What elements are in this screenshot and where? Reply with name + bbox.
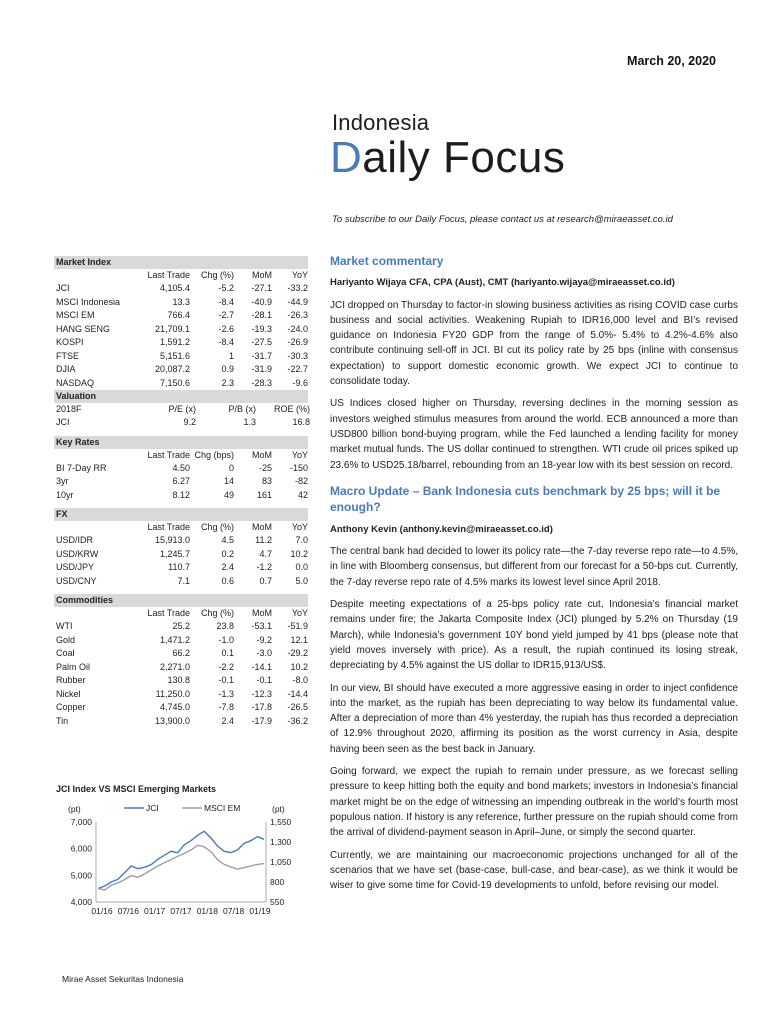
column-header: MoM: [252, 270, 272, 280]
x-tick-label: 07/17: [170, 906, 192, 916]
table-row: [54, 647, 308, 661]
cell-value: -27.1: [251, 283, 272, 293]
column-header: Last Trade: [147, 449, 190, 460]
cell-value: 4.5: [221, 535, 234, 545]
cell-value: -17.9: [251, 715, 272, 726]
table-row: [54, 674, 308, 688]
cell-value: 7.1: [177, 575, 190, 586]
table-row: [54, 548, 308, 562]
cell-value: 161: [256, 489, 272, 500]
column-header: Chg (%): [200, 270, 234, 280]
cell-value: -29.2: [287, 648, 308, 658]
macro-paragraph: The central bank had decided to lower its policy rate—the 7-day reverse repo rate—to 4.5%, in line with Bloomberg consensus, but different from our forecast for a 50-bps cut. Currently, the 7-day reverse repo rate of 4.5% marks its lowest level since April 2018.: [330, 546, 738, 588]
column-header: P/B (x): [228, 404, 256, 414]
cell-value: 14: [223, 476, 234, 486]
table-header-row: [54, 607, 308, 620]
row-label: Copper: [56, 702, 86, 712]
cell-value: -2.7: [218, 310, 234, 320]
legend-label: MSCI EM: [204, 803, 241, 813]
cell-value: -28.3: [251, 377, 272, 388]
row-label: 3yr: [56, 476, 69, 486]
column-header: Chg (bps): [194, 449, 234, 460]
cell-value: -2.6: [218, 323, 234, 334]
column-header: YoY: [291, 270, 308, 280]
fx-heading: FX: [54, 508, 308, 521]
cell-value: 8.12: [172, 489, 190, 500]
commentary-column: [330, 254, 738, 900]
cell-value: 66.2: [172, 648, 190, 658]
cell-value: 0.9: [221, 364, 234, 374]
cell-value: -31.7: [251, 350, 272, 361]
row-label: Rubber: [56, 675, 86, 685]
cell-value: -8.4: [218, 337, 234, 347]
cell-value: 0.1: [221, 648, 234, 658]
column-header: MoM: [252, 522, 272, 532]
table-row: [54, 296, 308, 310]
table-row: [54, 350, 308, 364]
row-label: 10yr: [56, 489, 74, 500]
table-header-row: [54, 521, 308, 534]
cell-value: -22.7: [287, 364, 308, 374]
commentary-paragraph: US Indices closed higher on Thursday, reversing declines in the morning session as investors weighed stimulus measures from around the world. ECB announced a more than USD800 billion bond-buying program, while the Fed launched a lending facility for money market mutual funds. The US dollar continued to strengthen. WTI crude oil prices spiked up 23.6% to USD25.18/barrel, rebounding from an 18-year low with its best session on record.: [330, 398, 738, 471]
cell-value: 2.3: [221, 377, 234, 388]
column-header: Last Trade: [147, 270, 190, 280]
row-label: Nickel: [56, 688, 81, 699]
jci-vs-msci-chart: [54, 796, 308, 926]
cell-value: -40.9: [251, 296, 272, 307]
brand-title-rest: aily Focus: [362, 133, 566, 182]
row-label: WTI: [56, 621, 73, 631]
cell-value: 42: [297, 489, 308, 500]
x-tick-label: 07/18: [223, 906, 245, 916]
market-data-tables: [54, 256, 308, 728]
cell-value: 5.0: [295, 575, 308, 586]
table-header-row: [54, 269, 308, 282]
cell-value: 4,745.0: [159, 702, 190, 712]
footer-company: Mirae Asset Sekuritas Indonesia: [62, 974, 184, 984]
cell-value: -14.1: [251, 661, 272, 672]
table-row: [54, 323, 308, 337]
macro-paragraph: Despite meeting expectations of a 25-bps policy rate cut, Indonesia’s financial market remains under fire; the Jakarta Composite Index (JCI) plunged by 5.2% on Thursday (19 March), while Indonesia’s government 10Y bond yield jumped by 41 bps (please note that yield moves inversely with price). As a result, the rupiah continued its losing streak, depreciating by 4.5% against the US dollar to IDR15,913/US$.: [330, 599, 738, 672]
row-label: DJIA: [56, 364, 76, 374]
column-header: MoM: [252, 449, 272, 460]
cell-value: -25: [258, 462, 272, 473]
cell-value: -9.6: [292, 377, 308, 388]
column-header: Chg (%): [200, 522, 234, 532]
fx-table: [54, 508, 308, 588]
cell-value: -2.2: [218, 661, 234, 672]
column-header: YoY: [291, 522, 308, 532]
cell-value: -3.0: [256, 648, 272, 658]
left-axis-unit: (pt): [68, 804, 81, 814]
table-row: [54, 462, 308, 476]
cell-value: -14.4: [287, 688, 308, 699]
table-row: [54, 715, 308, 729]
market-index-table: [54, 256, 308, 390]
cell-value: -9.2: [256, 634, 272, 645]
cell-value: 13,900.0: [154, 715, 190, 726]
cell-value: 0.0: [295, 562, 308, 572]
cell-value: 0.6: [221, 575, 234, 586]
valuation-table: [54, 390, 308, 430]
cell-value: 1,471.2: [159, 634, 190, 645]
cell-value: 21,709.1: [154, 323, 190, 334]
market-index-heading: Market Index: [54, 256, 308, 269]
table-row: [54, 282, 308, 296]
subscribe-note: To subscribe to our Daily Focus, please contact us at research@miraeasset.co.id: [332, 214, 673, 225]
x-tick-label: 01/18: [196, 906, 218, 916]
cell-value: -19.3: [251, 323, 272, 334]
cell-value: 7.0: [295, 535, 308, 545]
cell-value: 11.2: [255, 535, 272, 545]
cell-value: 4.7: [259, 548, 272, 559]
valuation-heading: Valuation: [54, 390, 308, 403]
cell-value: -27.5: [251, 337, 272, 347]
cell-value: 1,245.7: [159, 548, 190, 559]
row-label: JCI: [56, 283, 70, 293]
table-row: [54, 489, 308, 503]
cell-value: 10.2: [290, 661, 308, 672]
table-row: [54, 534, 308, 548]
column-header: YoY: [291, 449, 308, 460]
macro-paragraph: Going forward, we expect the rupiah to remain under pressure, as we forecast selling pressure to keep hitting both the equity and bond markets; investors in Indonesia’s financial market might be on the edge of witnessing an impending outbreak in the world’s fourth most populous nation. If history is any reference, further pressure on the rupiah should come from the arrival of dividend-payment season in April–June, or simply the second quarter.: [330, 766, 738, 839]
left-tick-label: 5,000: [70, 870, 92, 881]
cell-value: 25.2: [172, 621, 190, 631]
cell-value: 130.8: [167, 675, 190, 685]
row-label: Coal: [56, 648, 75, 658]
cell-value: 20,087.2: [154, 364, 190, 374]
right-tick-label: 1,550: [270, 817, 292, 827]
brand-country: Indonesia: [332, 110, 430, 135]
table-row: [54, 620, 308, 634]
macro-update-heading: Macro Update – Bank Indonesia cuts benchmark by 25 bps; will it be enough?: [330, 483, 721, 514]
left-tick-label: 4,000: [70, 897, 92, 907]
report-date: March 20, 2020: [627, 54, 716, 68]
cell-value: -28.1: [251, 310, 272, 320]
cell-value: -53.1: [251, 621, 272, 631]
right-tick-label: 1,050: [270, 857, 292, 867]
cell-value: -26.5: [287, 702, 308, 712]
cell-value: -1.0: [218, 634, 234, 645]
row-label: KOSPI: [56, 337, 84, 347]
right-axis-unit: (pt): [272, 804, 285, 814]
cell-value: -150: [289, 462, 308, 473]
cell-value: 110.7: [168, 562, 190, 572]
commodities-heading: Commodities: [54, 594, 308, 607]
table-header-spacer: [56, 521, 136, 534]
cell-value: 1.3: [243, 417, 256, 427]
cell-value: 13.3: [172, 296, 190, 307]
table-row: [54, 475, 308, 489]
cell-value: 5,151.6: [159, 350, 190, 361]
table-row: [54, 575, 308, 589]
cell-value: 766.4: [167, 310, 190, 320]
cell-value: -1.3: [218, 688, 234, 699]
row-label: FTSE: [56, 350, 80, 361]
x-tick-label: 07/16: [117, 906, 139, 916]
right-tick-label: 1,300: [270, 837, 292, 847]
row-label: NASDAQ: [56, 377, 95, 388]
row-label: Palm Oil: [56, 661, 91, 672]
cell-value: -51.9: [287, 621, 308, 631]
macro-author: Anthony Kevin (anthony.kevin@miraeasset.co.id): [330, 523, 553, 535]
cell-value: 2,271.0: [159, 661, 190, 672]
row-label: JCI: [56, 417, 70, 427]
cell-value: -31.9: [251, 364, 272, 374]
series-line-msci-em: [98, 845, 264, 890]
x-tick-label: 01/17: [144, 906, 166, 916]
cell-value: 1: [228, 350, 234, 361]
table-row: [54, 416, 308, 430]
cell-value: 10.2: [290, 548, 308, 559]
row-label: BI 7-Day RR: [56, 462, 107, 473]
cell-value: -5.2: [218, 283, 234, 293]
row-label: USD/CNY: [56, 575, 97, 586]
column-header: Chg (%): [200, 608, 234, 618]
cell-value: -17.8: [251, 702, 272, 712]
commentary-author: Hariyanto Wijaya CFA, CPA (Aust), CMT (hariyanto.wijaya@miraeasset.co.id): [330, 277, 675, 289]
cell-value: 11,250.0: [155, 688, 190, 699]
cell-value: 4,105.4: [159, 283, 190, 293]
cell-value: -8.4: [218, 296, 234, 307]
cell-value: -1.2: [256, 562, 272, 572]
cell-value: 16.8: [292, 417, 310, 427]
table-row: [54, 377, 308, 391]
cell-value: 0.2: [221, 548, 234, 559]
table-row: [54, 309, 308, 323]
market-commentary-heading: Market commentary: [330, 254, 444, 268]
cell-value: -8.0: [292, 675, 308, 685]
cell-value: -12.3: [251, 688, 272, 699]
row-label: USD/IDR: [56, 535, 94, 545]
column-header: Last Trade: [147, 522, 190, 532]
cell-value: 2.4: [221, 562, 234, 572]
table-row: [54, 661, 308, 675]
cell-value: 23.8: [216, 621, 234, 631]
valuation-year: 2018F: [56, 404, 82, 414]
key-rates-table: [54, 436, 308, 503]
commodities-table: [54, 594, 308, 728]
cell-value: 0: [228, 462, 234, 473]
row-label: Tin: [56, 715, 69, 726]
macro-paragraph: Currently, we are maintaining our macroeconomic projections unchanged for all of the scenarios that we have set (base-case, bull-case, and bear-case), as we think it would be wiser to give some time for Covid-19 developments to unfold, before revising our model.: [330, 849, 738, 892]
cell-value: 83: [261, 476, 272, 486]
row-label: USD/JPY: [56, 562, 95, 572]
cell-value: 4.50: [172, 462, 190, 473]
cell-value: 2.4: [221, 715, 234, 726]
key-rates-heading: Key Rates: [54, 436, 308, 449]
cell-value: -26.9: [287, 337, 308, 347]
legend-label: JCI: [146, 803, 159, 813]
cell-value: 15,913.0: [154, 535, 190, 545]
cell-value: 6.27: [172, 476, 190, 486]
cell-value: -36.2: [287, 715, 308, 726]
table-header-row: [54, 449, 308, 462]
column-header: ROE (%): [274, 404, 310, 414]
x-tick-label: 01/19: [249, 906, 271, 916]
row-label: USD/KRW: [56, 548, 99, 559]
table-row: [54, 701, 308, 715]
x-tick-label: 01/16: [91, 906, 113, 916]
table-row: [54, 634, 308, 648]
table-header-spacer: [56, 449, 136, 462]
row-label: Gold: [56, 634, 76, 645]
cell-value: -0.1: [218, 675, 234, 685]
column-header: P/E (x): [168, 404, 196, 414]
row-label: MSCI EM: [56, 310, 95, 320]
left-tick-label: 6,000: [70, 843, 92, 854]
row-label: MSCI Indonesia: [56, 296, 121, 307]
cell-value: 0.7: [259, 575, 272, 586]
row-label: HANG SENG: [56, 323, 111, 334]
cell-value: -44.9: [287, 296, 308, 307]
brand-title: [330, 133, 566, 182]
cell-value: 1,591.2: [159, 337, 190, 347]
table-row: [54, 363, 308, 377]
commentary-paragraph: JCI dropped on Thursday to factor-in slowing business activities as rising COVID case curbs business and social activities. Weakening Rupiah to IDR16,000 level and BI’s revised guidance on Indonesia FY20 GDP from the range of 5.0%- 5.4% to 4.2%-4.6% also contribute continuing sell-off in JCI. BI cut its policy rate by 25 bps (inline with consensus expectation) to support domestic economic growth. We expect JCI to continue to consolidate today.: [330, 299, 738, 388]
brand-title-initial: D: [330, 133, 363, 182]
cell-value: -7.8: [218, 702, 234, 712]
macro-paragraph: In our view, BI should have executed a more aggressive easing in order to inject confidence into the market, as the rupiah has been depreciating to way below its fundamental value. After a depreciation of more than 4% yesterday, the rupiah has thus recorded a depreciation of 12.9% throughout 2020, affirming its position as the worst currency in Asia, despite having been seen as the best back in January.: [330, 682, 738, 755]
right-tick-label: 800: [270, 877, 285, 887]
table-header-row: [54, 403, 308, 416]
cell-value: -0.1: [256, 675, 272, 685]
cell-value: -33.2: [287, 283, 308, 293]
table-row: [54, 688, 308, 702]
table-row: [54, 561, 308, 575]
cell-value: -82: [294, 476, 308, 486]
cell-value: -26.3: [287, 310, 308, 320]
cell-value: 12.1: [290, 634, 308, 645]
table-row: [54, 336, 308, 350]
table-header-spacer: [56, 607, 136, 620]
left-tick-label: 7,000: [70, 817, 92, 827]
cell-value: -30.3: [287, 350, 308, 361]
cell-value: 9.2: [183, 417, 196, 427]
cell-value: -24.0: [287, 323, 308, 334]
table-header-spacer: [56, 269, 136, 282]
column-header: MoM: [252, 608, 272, 618]
right-tick-label: 550: [270, 897, 285, 907]
column-header: Last Trade: [147, 608, 190, 618]
chart-title: JCI Index VS MSCI Emerging Markets: [56, 784, 217, 794]
cell-value: 49: [223, 489, 234, 500]
cell-value: 7,150.6: [159, 377, 190, 388]
column-header: YoY: [291, 608, 308, 618]
